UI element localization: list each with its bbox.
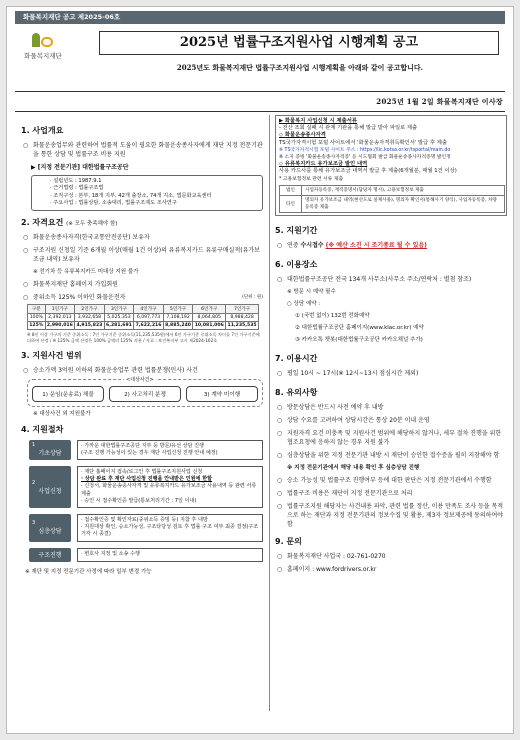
table-cell: 7,108,192 — [163, 313, 193, 321]
table-cell: 명의자 유가보조금 내역(현선도로 실제사용), 명의자 확인서(통해사기 양식), 사업자등록증, 차량등록증 제출 — [302, 196, 505, 213]
eligibility-item: ○ 화물복지재단 홈페이지 가입회원 — [23, 280, 263, 289]
case-type-pill: 2) 사고처리 분쟁 — [109, 386, 181, 402]
docs-link[interactable]: ※ TS국가자격시험 포털 사이트 주소 : https://lic.kotsa.or.kr/tsportal/main.do — [279, 147, 451, 153]
table-cell: 사업자등록증, 재직증명서(담당자 명시), 고용보험정보 제출 — [302, 185, 505, 195]
eligibility-item: ○ 구조지원 신청일 기준 6개월 이상(매월 1건 이상)의 유류복지카드 유류구매실적(유가보조금 내역) 보유자 — [23, 246, 263, 264]
right-column — [275, 115, 507, 578]
income-table — [27, 304, 259, 330]
step-line: (구조 진행 가능성이 있는 경우 재단 사업신청 진행 안내 예정) — [81, 449, 218, 456]
page-title: 2025년 법률구조지원사업 시행계획 공고 — [99, 31, 499, 55]
step-name: 심층상담 — [38, 528, 62, 536]
procedure-footnote: ※ 재단 및 지정 전문기관 사정에 따라 일부 변경 가능 — [25, 568, 152, 575]
table-cell: 100% — [28, 313, 46, 321]
section-title: 5. 지원기간 — [275, 226, 318, 236]
scope-note: ※ 대상사건 외 지원불가 — [33, 410, 91, 417]
step-line: · 변호사 지정 및 소송 수행 — [81, 550, 140, 557]
table-cell: 5,025,353 — [104, 313, 134, 321]
procedure-step — [29, 514, 263, 542]
column-divider — [269, 115, 270, 711]
section-title: 1. 사업개요 — [21, 126, 64, 135]
step-line: · 재단 홈페이지 접속/로그인 후 법률구조지원사업 신청 — [81, 469, 203, 476]
scope-desc: ○ 승소가액 3억원 이하의 화물운송업무 관련 법률분쟁(민사) 사건 — [23, 366, 263, 375]
table-cell: 8,988,428 — [226, 313, 259, 321]
table-header: 2인가구 — [75, 304, 105, 313]
docs-text: TS국가자격시험 포털 사이트에서 '화물운송자격취득확인서' 발급 후 제출 — [279, 139, 448, 146]
partner-info-line: · 주요사업 : 법률상담, 소송대리, 법률구조제도 조사연구 — [50, 200, 177, 207]
step-body — [77, 514, 263, 542]
reservation-method: ③ 카카오톡 챗봇(대한법률구조공단 카카오채널 추가) — [295, 337, 423, 344]
step-line: · 가까운 대한법률구조공단 지부 등 방문/유선 상담 진행 — [81, 442, 204, 449]
table-header: 5인가구 — [163, 304, 193, 313]
partner-info-line: · 설립년도 : 1987.9.1 — [50, 178, 102, 184]
docs-text: - 전산 조회 실패 시 관계 기관을 통해 발급 받아 파일로 제출 — [279, 125, 418, 132]
step-highlight: · 상담 완료 후 재단 사업신청 진행을 안내받은 인원에 한함 — [81, 476, 213, 483]
overview-desc: ○ 화물운송업무와 관련하여 법률적 도움이 필요한 화물운송종사자에게 재단 지정 전문기관을 통한 상담 및 법률구조 비용 지원 — [23, 141, 263, 159]
step-line: · 지원대상 확인, 승소가능성, 구조타당성 검토 후 법률 구조 여부 최종 결정(구조 기각 시 종결) — [81, 524, 259, 538]
step-line: · 승인 시 접수확인증 발급(통보처리기간 : 7일 이내) — [81, 497, 197, 504]
table-cell: 법인 — [280, 185, 302, 195]
divider — [15, 111, 505, 112]
partner-info-line: · 조직구성 : 본부, 18개 지부, 42개 출장소, 74개 지소, 법문화교육센터 — [50, 192, 212, 199]
table-header: 3인가구 — [104, 304, 134, 313]
table-row — [280, 185, 505, 195]
procedure-step — [29, 440, 263, 460]
caution-item: ○ 법률구조지원 해당자는 사건내용 파악, 관련 법률 정산, 이용 만족도 조사 등을 목적으로 하는 재단과 지정 전문기관의 정보수집 및 활용, 제3자 정보제공에 동의하여야 함 — [277, 502, 507, 529]
eligibility-item: ○ 화물운송종사자격(한국교통안전공단) 보유자 — [23, 233, 263, 242]
target-cases — [32, 386, 258, 402]
step-name: 사업신청 — [38, 487, 62, 495]
eligibility-note: ※ 전기차 등 유류복지카드 미대상 지원 불가 — [33, 268, 139, 275]
hours-desc: ○ 평일 10시 ~ 17시(※ 12시~13시 점심시간 제외) — [277, 369, 507, 378]
step-body — [77, 440, 263, 460]
table-cell: 10,081,006 — [194, 322, 224, 328]
table-cell: 11,235,535 — [227, 322, 257, 328]
step-body — [77, 466, 263, 508]
table-cell: 6,281,691 — [106, 322, 132, 328]
section-title: 7. 이용시간 — [275, 354, 318, 364]
table-row — [28, 321, 259, 329]
caution-item: ○ 상담 수요를 고려하여 상담시간은 통상 20분 이내 운영 — [277, 416, 507, 425]
eligibility-item — [23, 293, 263, 302]
docs-text: 사용 카드사를 통해 유가보조금 내역서 발급 후 제출(6개월분, 매월 1건 이상) — [279, 168, 457, 175]
caution-note: ※ 지정 전문기관에서 해당 내용 확인 후 심층상담 진행 — [287, 465, 420, 472]
table-cell: 타인 — [280, 196, 302, 213]
caution-item: ○ 승소 가능성 및 법률구조 진행여부 등에 대한 판단은 지정 전문기관에서 수행함 — [277, 476, 507, 485]
step-badge — [29, 514, 71, 542]
left-column — [21, 119, 263, 580]
section-title: 6. 이용장소 — [275, 260, 318, 270]
table-header-row — [28, 304, 259, 313]
location-desc: ○ 대한법률구조공단 전국 134개 사무소(사무소 주소/연락처 : 별첨 참조) — [277, 275, 507, 284]
table-cell: 2,392,013 — [45, 313, 75, 321]
required-docs-box — [275, 115, 507, 216]
table-cell: 125% — [29, 322, 44, 328]
step-badge — [29, 548, 71, 562]
contact-phone: ○ 화물복지재단 사업국 : 02-761-0270 — [277, 552, 507, 561]
table-cell: 6,097,773 — [134, 313, 164, 321]
docs-heading: ▶ 화물복지 사업신청 시 제출서류 — [279, 118, 357, 124]
case-type-pill: 1) 운임(운송료) 체불 — [32, 386, 104, 402]
location-note: ※ 방문 시 예약 필수 — [287, 289, 336, 296]
table-unit: (단위 : 원) — [242, 294, 263, 300]
table-row — [28, 313, 259, 321]
caution-item: ○ 심층상담을 위한 지정 전문기관 내방 시 재단이 승인한 접수증을 필히 지참해야 함 — [277, 451, 507, 460]
contact-website[interactable]: ○ 홈페이지 : www.fordrivers.or.kr — [277, 565, 507, 574]
table-cell: 8,885,240 — [165, 322, 191, 328]
procedure-step — [29, 548, 263, 562]
notice-number-bar: 화물복지재단 공고 제2025-06호 — [15, 11, 505, 24]
section-title-note: (※ 모두 충족해야 함) — [66, 220, 118, 227]
period-warning: (※ 예산 소진 시 조기종료 될 수 있음) — [325, 242, 427, 250]
step-badge — [29, 466, 71, 508]
reservation-label: ○ 상담 예약 : — [287, 301, 321, 308]
page-subtitle: 2025년도 화물복지재단 법률구조지원사업 시행계획을 아래와 같이 공고합니다. — [176, 63, 424, 72]
period-desc — [277, 241, 507, 250]
period-bold: 수시접수 — [300, 242, 324, 250]
table-row — [280, 196, 505, 213]
step-body — [77, 548, 263, 562]
section-title: 4. 지원절차 — [21, 424, 64, 434]
step-number: 1 — [32, 442, 36, 449]
target-cases-label: <대상사건> — [126, 376, 154, 383]
reservation-method: ① (국번 없이) 132번 전화예약 — [295, 313, 370, 320]
table-cell: 7,622,216 — [135, 322, 162, 328]
caution-item: ○ 법률구조 비용은 재단이 지정 전문기관으로 처리 — [277, 489, 507, 498]
docs-heading: ◇ 화물운송종사자격 — [279, 132, 326, 139]
section-title — [21, 217, 263, 228]
section-title-text: 2. 자격요건 — [21, 217, 64, 227]
procedure-flow — [29, 440, 263, 562]
eligibility-item-text: 중위소득 125% 이하인 화물운전자 — [33, 293, 126, 301]
table-cell: 3,932,658 — [75, 313, 105, 321]
step-badge — [29, 440, 71, 460]
reservation-method: ② 대한법률구조공단 홈페이지(www.klac.or.kr) 예약 — [295, 325, 424, 332]
table-cell: 4,915,823 — [76, 322, 103, 328]
step-line: · 접수확인증 및 확인자료(중위소득 증빙 등) 지참 후 내방 — [81, 517, 208, 524]
logo-text: 화물복지재단 — [24, 52, 62, 60]
divider — [15, 91, 505, 92]
docs-text: * 고용보험정보 관련 서류 제출 — [279, 176, 344, 182]
step-name: 기초상담 — [38, 450, 62, 458]
step-number: 3 — [32, 520, 36, 527]
step-name: 구조진행 — [38, 552, 62, 560]
table-header: 4인가구 — [134, 304, 164, 313]
foundation-logo — [21, 31, 65, 67]
procedure-step — [29, 466, 263, 508]
partner-info-line: · 근거법령 : 법률구조법 — [50, 185, 104, 192]
table-header: 구분 — [28, 304, 46, 313]
table-cell: 8,064,805 — [193, 313, 226, 321]
section-title: 9. 문의 — [275, 537, 302, 547]
period-text: 연중 — [287, 242, 301, 250]
docs-heading: ◇ 유류복지카드 유가보조금 발인 내역 — [279, 161, 368, 168]
docs-table — [279, 185, 505, 214]
notice-page — [6, 6, 514, 734]
caution-item: ○ 방문상담은 반드시 사전 예약 후 내방 — [277, 403, 507, 412]
partner-label: ▶ [지정 전문기관] 대한법률구조공단 — [31, 164, 129, 171]
target-cases-frame — [27, 376, 263, 407]
table-header: 7인가구 — [226, 304, 259, 313]
caution-item: ○ 지원자격 요건 미충족 및 지원사건 범위에 해당하지 않거나, 세부 절차 진행을 위한 협조요청에 응하지 않는 경우 지원 불가 — [277, 429, 507, 447]
table-header: 6인가구 — [193, 304, 226, 313]
case-type-pill: 3) 계약 미이행 — [186, 386, 258, 402]
logo-mark-icon — [30, 31, 56, 49]
date-line: 2025년 1월 2일 화물복지재단 이사장 — [376, 97, 503, 106]
section-title: 8. 유의사항 — [275, 388, 318, 398]
step-number: 2 — [32, 479, 36, 486]
section-title: 3. 지원사건 범위 — [21, 350, 82, 360]
table-cell: 2,990,016 — [46, 322, 73, 328]
step-line: · 신청서, 화물운송종사자격 및 유류복지카드 유가보조금 사용내역 등 관련 서류 제출 — [81, 483, 257, 497]
table-footnote: ※ 8인 이상 가구의 기준 중위소득 : 7인 가구기준 중위소득(11,235,535원)에서 6인 가구기준 중위소득 차이를 7인 가구기준에 더하여 산정 / ※ 125% 금액 산정은 100% 금액의 125% 적용 / 자료 : 보건복지부 고시 제2024-162호 — [27, 331, 260, 343]
partner-info-box — [31, 175, 263, 211]
table-header: 1인가구 — [45, 304, 75, 313]
docs-text: ※ 소지 증빙 '화물운송종사자격증' 등 시도협회 발급 화물운송종사자격증명 발인정 — [279, 155, 451, 161]
